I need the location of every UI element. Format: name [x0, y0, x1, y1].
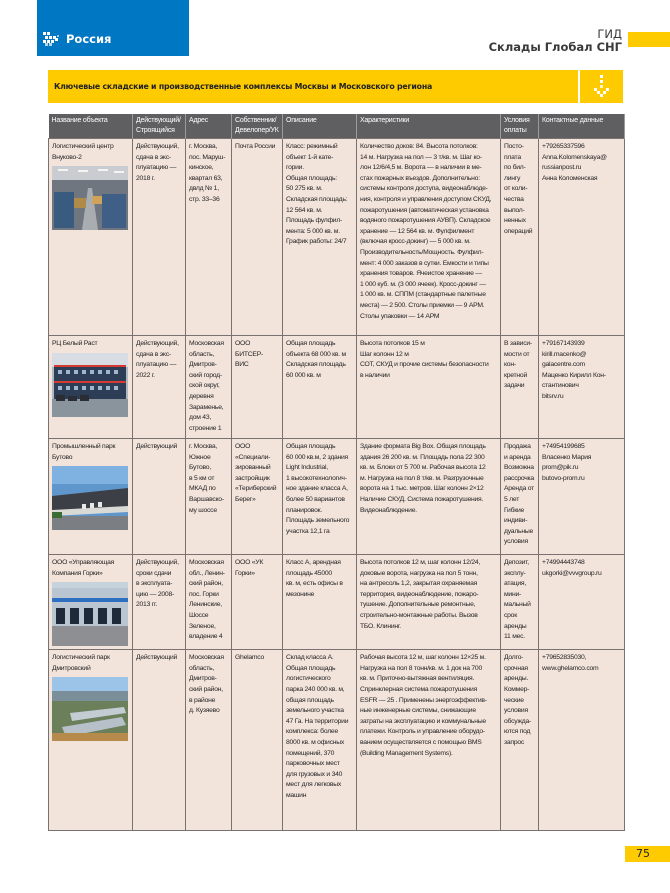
owner-cell: Ghelamco: [232, 650, 283, 831]
status-cell: Действующий, сдача в экс- плуатацию — 2022 г.: [133, 336, 186, 439]
guide-title: [489, 28, 622, 54]
object-name: ООО «Управляющая Компания Горки»: [52, 559, 115, 577]
status-cell: Действующий, сдача в экс- плуатацию — 2018 г.: [133, 139, 186, 336]
description-cell: Склад класса А. Общая площадь логистического парка 240 000 кв. м, общая площадь земельного участка 47 Га. На территории комплекса: более 8000 кв. м офисных помещений, 370 парковочных мест для грузовых и 340 мест для легковых машин: [283, 650, 357, 831]
description-cell: Общая площадь объекта 68 000 кв. м Складская площадь 60 000 кв. м: [283, 336, 357, 439]
pixel-arrow-icon: [43, 32, 61, 46]
col-header-owner: Собственник/ Девелопер/УК: [232, 114, 283, 139]
office-building-photo: [52, 353, 128, 417]
region-banner: [37, 0, 189, 56]
address-cell: Московская область, Дмитров- ский район, в районе д. Кузяево: [186, 650, 232, 831]
object-name-cell: [49, 650, 133, 831]
contacts-cell: +79265337596 Anna.Kolomenskaya@ russianpost.ru Анна Коломенская: [539, 139, 625, 336]
table-row: [49, 650, 625, 831]
warehouse-table: [48, 114, 625, 831]
object-name: РЦ Белый Раст: [52, 340, 98, 347]
col-header-status: Действующий/ Строящийся: [133, 114, 186, 139]
col-header-address: Адрес: [186, 114, 232, 139]
col-header-name: Название объекта: [49, 114, 133, 139]
owner-cell: ООО «УК Горки»: [232, 555, 283, 650]
aerial-logistics-park-photo: [52, 677, 128, 741]
address-cell: г. Москва, пос. Маруш- кинское, квартал 63, двлд № 1, стр. 33–36: [186, 139, 232, 336]
table-row: [49, 336, 625, 439]
payment-cell: В зависи- мости от кон- кретной задачи: [501, 336, 539, 439]
contacts-cell: +74954199685 Власенко Мария prom@pik.ru butovo-prom.ru: [539, 439, 625, 555]
payment-cell: Депозит, эксплу- атация, мини- мальный срок аренды 11 мес.: [501, 555, 539, 650]
contacts-cell: +79652835030, www.ghelamco.com: [539, 650, 625, 831]
edge-tab: [628, 32, 670, 47]
col-header-contacts: Контактные данные: [539, 114, 625, 139]
specs-cell: Здание формата Big Box. Общая площадь здания 26 200 кв. м. Площадь пола 22 300 кв. м. Блоки от 5 700 м. Рабочая высота 12 м. Нагрузка на пол 8 т/кв. м. Разгрузочные ворота на 1 тыс. метров. Шаг колонн 2×12 Наличие СКУД. Система пожаротушения. Видеонаблюдение.: [357, 439, 501, 555]
specs-cell: Высота потолков 12 м, шаг колонн 12/24, доковые ворота, нагрузка на пол 5 тонн, на антресоль 1,2, закрытая охраняемая территория, видеонаблюдение, пожаро- тушение. Дополнительные ремонтные, строительно-монтажные работы. Вызов ТБО. Клининг.: [357, 555, 501, 650]
region-label: Россия: [66, 32, 112, 46]
specs-cell: Количество доков: 84. Высота потолков: 14 м. Нагрузка на пол — 3 т/кв. м. Шаг ко- лон 12/6/4,5 м. Ворота — в наличии в ме- стах пожарных въездов. Дополнительно: системы контроля доступа, видеонаблюде- ния, контроля и управления доступом СКУД, пожаротушения (автоматическая установка водяного пожаротушения АУВП). Складское хранение — 12 564 кв. м. Фулфилмент (включая кросс-докинг) — 5 000 кв. м. Производительность/Мощность. Фулфил- мент: 4 000 заказов в сутки. Емкости и типы хранения товаров. Ячеистое хранение — 1 000 куб. м. (3 000 ячеек). Кросс-докинг — 1 000 кв. м. СППМ (стандартные палетные места) — 2 500. Столы приемки — 9 АРМ. Столы упаковки — 14 АРМ: [357, 139, 501, 336]
table-row: [49, 555, 625, 650]
table-header-row: [49, 114, 625, 139]
col-header-payment: Условия оплаты: [501, 114, 539, 139]
status-cell: Действующий: [133, 439, 186, 555]
address-cell: г. Москва, Южное Бутово, в 5 км от МКАД по Варшавско- му шоссе: [186, 439, 232, 555]
owner-cell: ООО БИТСЕР- ВИС: [232, 336, 283, 439]
description-cell: Класс А, арендная площадь 45000 кв. м, есть офисы в мезонине: [283, 555, 357, 650]
object-name: Логистический парк Дмитровский: [52, 654, 110, 672]
object-name-cell: [49, 336, 133, 439]
col-header-specs: Характеристики: [357, 114, 501, 139]
page-number: 75: [636, 847, 650, 860]
pixel-down-arrow-icon: [592, 75, 612, 99]
object-name-cell: [49, 555, 133, 650]
owner-cell: ООО «Специали- зированный застройщик «Териберский Берег»: [232, 439, 283, 555]
object-name: Логистический центр Внуково-2: [52, 143, 114, 161]
payment-cell: Долго- срочная аренды. Коммер- ческие условия обсужда- ются под запрос: [501, 650, 539, 831]
description-cell: Класс: режимный объект 1-й кате- гории. Общая площадь: 50 275 кв. м. Складская площадь: 12 564 кв. м. Площадь фулфил- мента: 5 000 кв. м. График работы: 24/7: [283, 139, 357, 336]
guide-title-line2: Склады Глобал СНГ: [488, 40, 622, 54]
guide-title-line1: ГИД: [597, 27, 622, 41]
specs-cell: Высота потолков 15 м Шаг колонн 12 м СОТ, СКУД и прочие системы безопасности в наличии: [357, 336, 501, 439]
object-name-cell: [49, 139, 133, 336]
section-title: Ключевые складские и производственные комплексы Москвы и Московского региона: [54, 82, 433, 91]
specs-cell: Рабочая высота 12 м, шаг колонн 12×25 м. Нагрузка на пол 8 тонн/кв. м. 1 док на 700 кв. м. Приточно-вытяжная вентиляция. Спринклерная система пожаротушения ESFR — 25 . Применены энергоэффектив- ные инженерные системы, снижающие затраты на эксплуатацию и коммунальные платежи. Контроль и управление оборудо- ванием осуществляется с помощью BMS (Building Management Systems).: [357, 650, 501, 831]
col-header-description: Описание: [283, 114, 357, 139]
address-cell: Московская область, Дмитров- ский город- ской округ, деревня Зараменье, дом 43, строение 1: [186, 336, 232, 439]
table-row: [49, 439, 625, 555]
description-cell: Общая площадь 60 000 кв.м, 2 здания Light Industrial, 1 высокотехнологич- ное здание класса А, более 50 вариантов планировок. Площадь земельного участка 12,1 га: [283, 439, 357, 555]
warehouse-docks-photo: [52, 582, 128, 646]
payment-cell: Продажа и аренда Возможна рассрочка Аренда от 5 лет Гибкие индиви- дуальные условия: [501, 439, 539, 555]
contacts-cell: +74994443748 ukgorki@vvvgroup.ru: [539, 555, 625, 650]
warehouse-interior-photo: [52, 166, 128, 230]
address-cell: Московская обл., Ленин- ский район, пос. Горки Ленинские, Шоссе Зеленое, владение 4: [186, 555, 232, 650]
table-row: [49, 139, 625, 336]
object-name-cell: [49, 439, 133, 555]
status-cell: Действующий, сроки сдачи в эксплуата- цию — 2008- 2013 гг.: [133, 555, 186, 650]
payment-cell: Посто- плата по бил- лингу от коли- чества выпол- ненных операций: [501, 139, 539, 336]
owner-cell: Почта России: [232, 139, 283, 336]
contacts-cell: +79167143939 kirill.macenko@ galacentre.com Маценко Кирилл Кон- стантинович bitsrv.ru: [539, 336, 625, 439]
object-name: Промышленный парк Бутово: [52, 443, 116, 461]
status-cell: Действующий: [133, 650, 186, 831]
industrial-park-photo: [52, 466, 128, 530]
